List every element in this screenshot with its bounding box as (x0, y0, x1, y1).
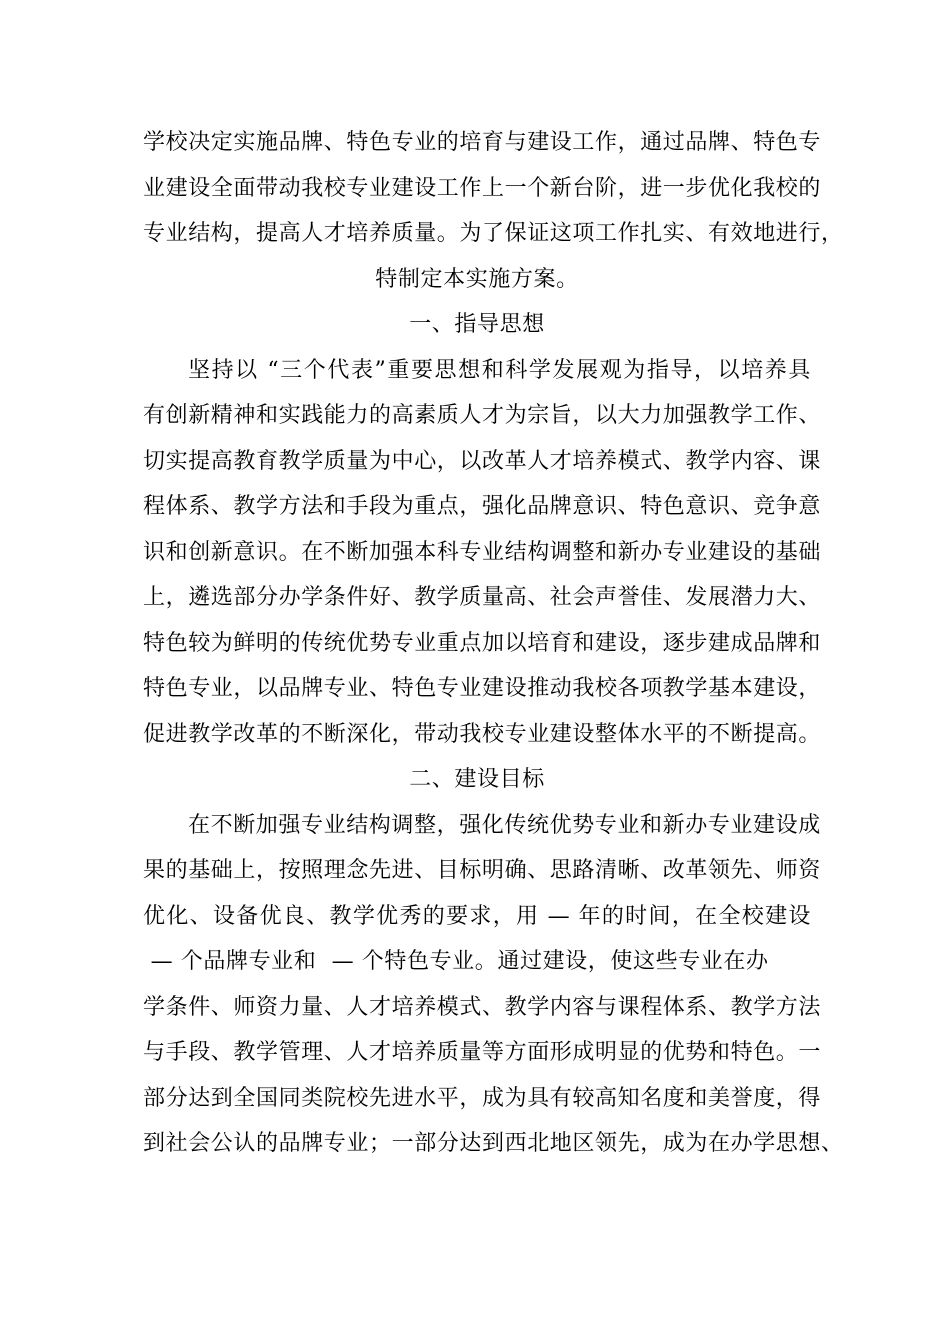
paragraph-line: 特色较为鲜明的传统优势专业重点加以培育和建设，逐步建成品牌和 (143, 630, 822, 656)
intro-line: 学校决定实施品牌、特色专业的培育与建设工作，通过品牌、特色专 (143, 130, 822, 155)
paragraph-line: 促进教学改革的不断深化，带动我校专业建设整体水平的不断提高。 (143, 721, 822, 747)
paragraph-line: 在不断加强专业结构调整，强化传统优势专业和新办专业建设成 (188, 812, 821, 838)
document-body (143, 120, 844, 1167)
paragraph-line: 有创新精神和实践能力的高素质人才为宗旨，以大力加强教学工作、 (143, 403, 822, 428)
paragraph-line: 切实提高教育教学质量为中心，以改革人才培养模式、教学内容、课 (143, 448, 822, 474)
paragraph-line: 与手段、教学管理、人才培养质量等方面形成明显的优势和特色。一 (143, 1040, 822, 1065)
paragraph-line: 坚持以 “三个代表”重要思想和科学发展观为指导，以培养具 (188, 357, 811, 383)
paragraph-line: 程体系、教学方法和手段为重点，强化品牌意识、特色意识、竞争意 (143, 494, 822, 519)
intro-line: 专业结构，提高人才培养质量。为了保证这项工作扎实、有效地进行， (143, 221, 844, 246)
paragraph-line: 识和创新意识。在不断加强本科专业结构调整和新办专业建设的基础 (143, 539, 822, 565)
paragraph-line: — 个品牌专业和 — 个特色专业。通过建设，使这些专业在办 (143, 949, 769, 974)
paragraph-line: 到社会公认的品牌专业；一部分达到西北地区领先，成为在办学思想、 (143, 1131, 844, 1156)
paragraph-line: 优化、设备优良、教学优秀的要求，用 — 年的时间，在全校建设 (143, 903, 811, 929)
paragraph-line: 学条件、师资力量、人才培养模式、教学内容与课程体系、教学方法 (143, 994, 822, 1020)
paragraph-line: 特色专业，以品牌专业、特色专业建设推动我校各项教学基本建设， (143, 676, 822, 701)
section-heading-construction-goals: 二、建设目标 (409, 767, 545, 792)
paragraph-line: 部分达到全国同类院校先进水平，成为具有较高知名度和美誉度，得 (143, 1085, 822, 1111)
intro-line: 业建设全面带动我校专业建设工作上一个新台阶，进一步优化我校的 (143, 175, 822, 201)
intro-line: 特制定本实施方案。 (375, 266, 579, 292)
paragraph-line: 果的基础上，按照理念先进、目标明确、思路清晰、改革领先、师资 (143, 858, 822, 883)
paragraph-line: 上，遴选部分办学条件好、教学质量高、社会声誉佳、发展潜力大、 (143, 585, 822, 610)
section-heading-guiding-ideology: 一、指导思想 (409, 312, 545, 337)
